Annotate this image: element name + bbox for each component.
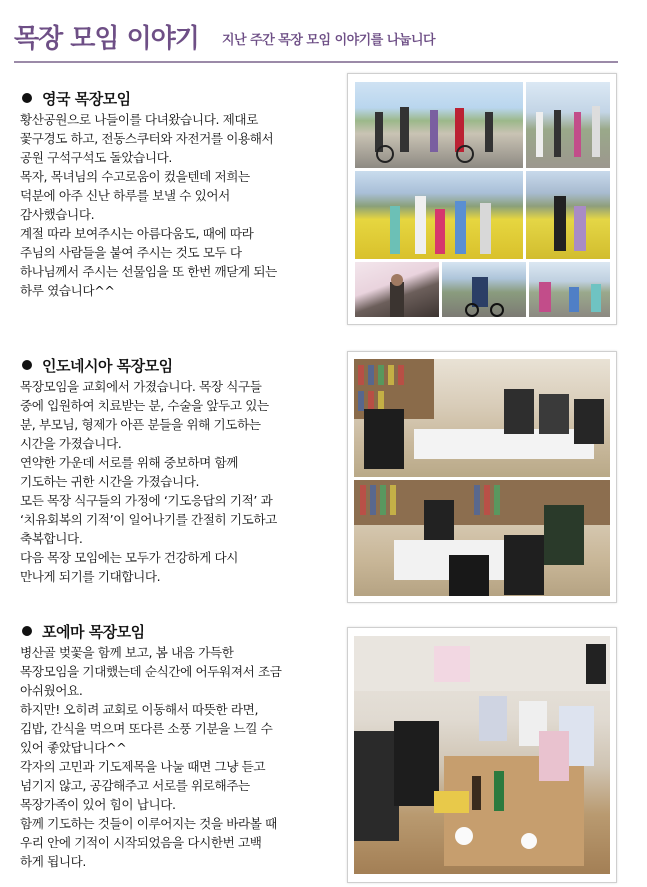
header-divider [14, 61, 618, 63]
page-subtitle: 지난 주간 목장 모임 이야기를 나눕니다 [222, 33, 436, 48]
body-line: 하루 였습니다^^ [20, 283, 115, 298]
body-line: 하게 됩니다. [20, 854, 87, 869]
body-line: 축복합니다. [20, 531, 83, 546]
body-line: 황산공원으로 나들이를 다녀왔습니다. 제대로 [20, 112, 258, 127]
photo-kids-helmets [529, 262, 610, 317]
body-line: 각자의 고민과 기도제목을 나눌 때면 그냥 듣고 [20, 759, 266, 774]
body-line: 하나님께서 주시는 선물임을 또 한번 깨닫게 되는 [20, 264, 277, 279]
photo-collage-poema [347, 627, 617, 883]
body-line: 넘기지 않고, 공감해주고 서로를 위로해주는 [20, 778, 250, 793]
section-poema [20, 621, 325, 871]
section-uk [20, 88, 325, 300]
photo-collage-indonesia [347, 351, 617, 603]
body-line: 병산골 벚꽃을 함께 보고, 봄 내음 가득한 [20, 645, 234, 660]
body-line: 감사했습니다. [20, 207, 95, 222]
body-line: 하지만! 오히려 교회로 이동해서 따뜻한 라면, [20, 702, 259, 717]
bullet-icon [22, 626, 32, 636]
body-line: 연약한 가운데 서로를 위해 중보하며 함께 [20, 455, 239, 470]
body-line: 김밥, 간식을 먹으며 또다른 소풍 기분을 느낄 수 [20, 721, 273, 736]
photo-park-bikes [355, 82, 523, 168]
body-line: 목장가족이 있어 힘이 납니다. [20, 797, 176, 812]
photo-collage-uk [347, 73, 617, 325]
bullet-icon [22, 93, 32, 103]
photo-meeting-room-1 [354, 359, 610, 477]
body-line: 목장모임을 기대했는데 순식간에 어두워져서 조금 [20, 664, 282, 679]
photo-bike-ride [442, 262, 526, 317]
body-line: 꽃구경도 하고, 전동스쿠터와 자전거를 이용해서 [20, 131, 274, 146]
body-line: 우리 안에 기적이 시작되었음을 다시한번 고백 [20, 835, 262, 850]
section-body [20, 110, 325, 300]
section-heading [20, 621, 325, 641]
page-title: 목장 모임 이야기 [14, 24, 199, 54]
body-line: 중에 입원하여 치료받는 분, 수술을 앞두고 있는 [20, 398, 269, 413]
section-body [20, 377, 325, 586]
body-line: 계절 따라 보여주시는 아름다움도, 때에 따라 [20, 226, 254, 241]
section-body [20, 643, 325, 871]
section-indonesia [20, 355, 325, 586]
body-line: 모든 목장 식구들의 가정에 ‘기도응답의 기적’ 과 [20, 493, 273, 508]
body-line: 있어 좋았답니다^^ [20, 740, 127, 755]
body-line: ‘치유회복의 기적’이 일어나기를 간절히 기도하고 [20, 512, 277, 527]
body-line: 시간을 가졌습니다. [20, 436, 122, 451]
photo-canola-field [355, 171, 523, 259]
section-heading [20, 88, 325, 108]
body-line: 덕분에 아주 신난 하루를 보낼 수 있어서 [20, 188, 230, 203]
body-line: 아쉬웠어요. [20, 683, 83, 698]
body-line: 함께 기도하는 것들이 이루어지는 것을 바라볼 때 [20, 816, 277, 831]
photo-family-scooter [526, 82, 610, 168]
body-line: 주님의 사람들을 붙여 주시는 것도 모두 다 [20, 245, 242, 260]
section-title: 영국 목장모임 [42, 89, 131, 108]
body-line: 다음 목장 모임에는 모두가 건강하게 다시 [20, 550, 239, 565]
body-line: 기도하는 귀한 시간을 가졌습니다. [20, 474, 200, 489]
body-line: 만나게 되기를 기대합니다. [20, 569, 161, 584]
section-title: 포에마 목장모임 [42, 622, 145, 641]
bullet-icon [22, 360, 32, 370]
photo-church-gathering [354, 636, 610, 874]
section-heading [20, 355, 325, 375]
photo-canola-couple [526, 171, 610, 259]
photo-cherry-blossom [355, 262, 439, 317]
body-line: 공원 구석구석도 돌았습니다. [20, 150, 172, 165]
section-title: 인도네시아 목장모임 [42, 356, 173, 375]
page-header [0, 0, 647, 64]
body-line: 분, 부모님, 형제가 아픈 분들을 위해 기도하는 [20, 417, 261, 432]
body-line: 목장모임을 교회에서 가졌습니다. 목장 식구들 [20, 379, 262, 394]
body-line: 목자, 목녀님의 수고로움이 컸을텐데 저희는 [20, 169, 250, 184]
photo-meeting-room-2 [354, 480, 610, 596]
